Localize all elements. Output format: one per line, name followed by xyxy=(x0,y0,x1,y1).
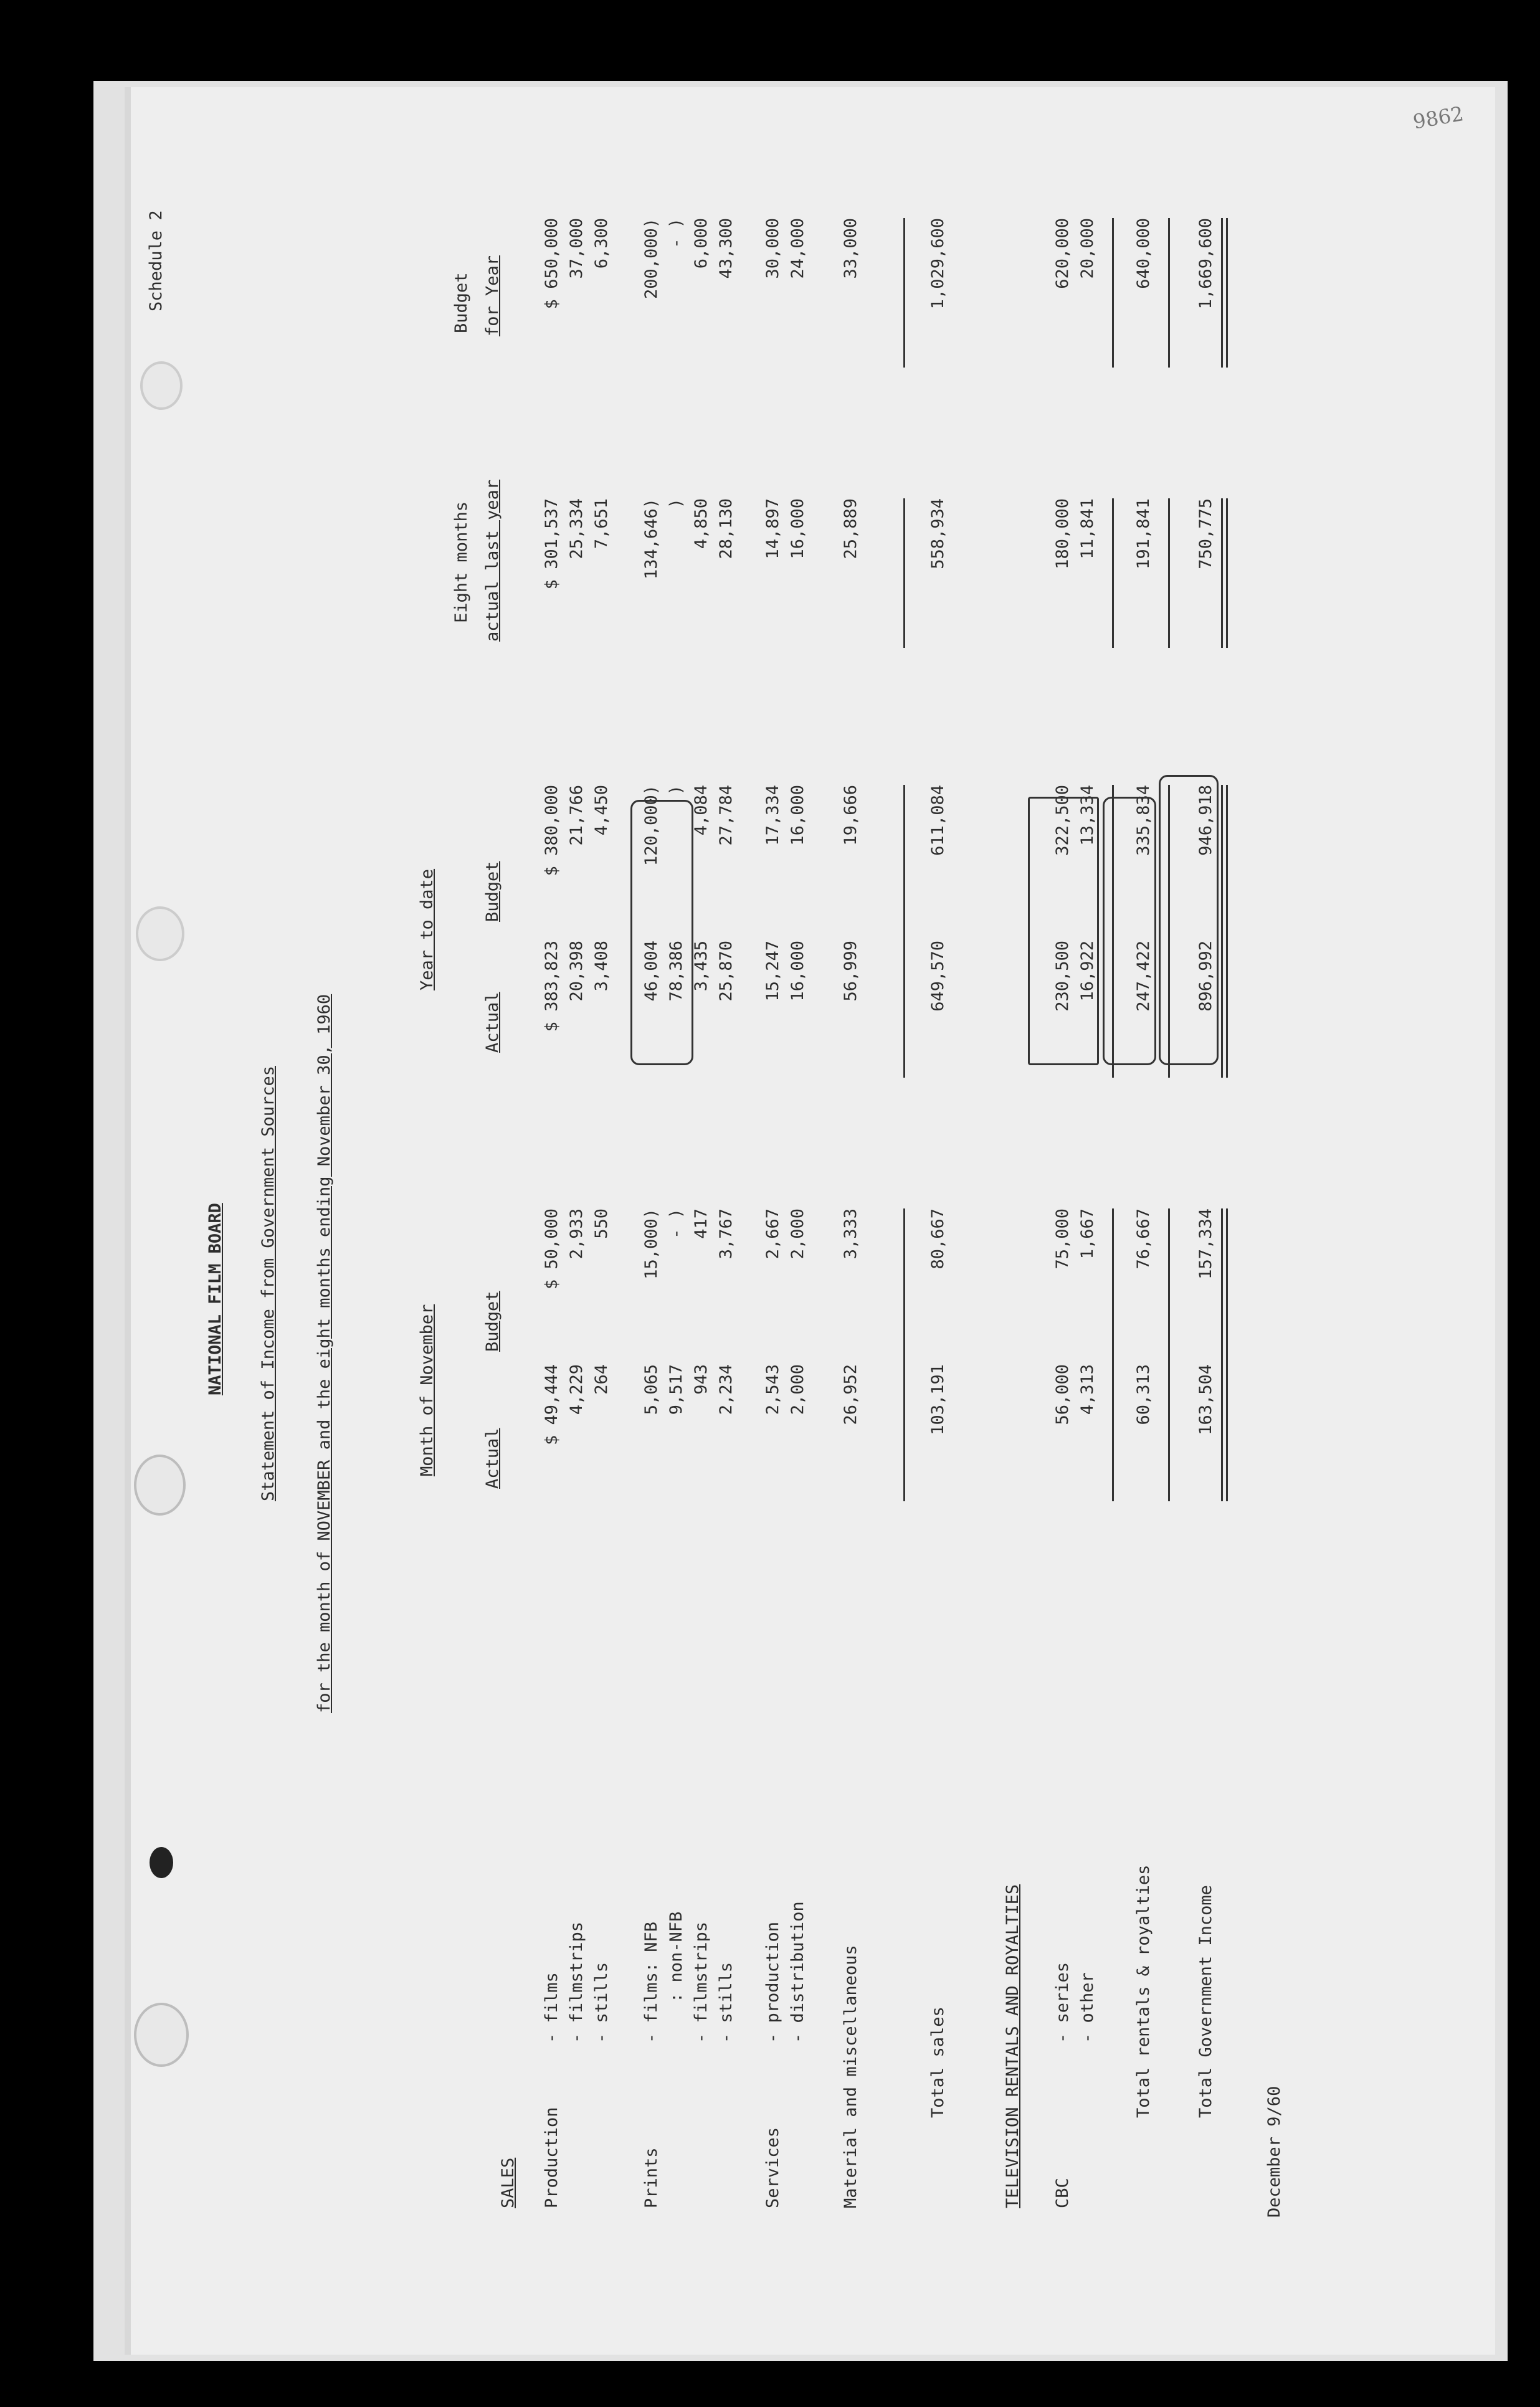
tv-section-label: TELEVISION RENTALS AND ROYALTIES xyxy=(1003,1884,1022,2208)
row-label: - stills xyxy=(592,1962,611,2043)
last-year-total-double-rule xyxy=(1221,498,1228,648)
row-value-ly: 11,841 xyxy=(1078,498,1097,559)
row-value-by: 24,000 xyxy=(788,218,807,279)
row-label: - filmstrips xyxy=(692,1921,711,2043)
month-subtotal-rule xyxy=(903,1208,905,1501)
org-title: NATIONAL FILM BOARD xyxy=(206,1203,225,1395)
row-value-y-bud: 4,450 xyxy=(592,785,611,836)
row-value-ly: 16,000 xyxy=(788,498,807,559)
row-value-by: 43,300 xyxy=(716,218,736,279)
row-label: - production xyxy=(763,1921,782,2043)
row-value-y-act: 3,408 xyxy=(592,941,611,992)
row-value-y-act: 896,992 xyxy=(1196,941,1215,1012)
row-value-m-bud: 157,334 xyxy=(1196,1208,1215,1279)
handdrawn-prints-box xyxy=(630,800,693,1065)
month-actual-header: Actual xyxy=(483,1428,502,1489)
last-year-tv-rule xyxy=(1112,498,1114,648)
row-value-y-bud: 17,334 xyxy=(763,785,782,846)
budget-year-tv-rule xyxy=(1112,218,1114,368)
row-value-y-bud: $ 380,000 xyxy=(542,785,561,876)
row-value-ly: 180,000 xyxy=(1053,498,1072,569)
row-value-m-act: 56,000 xyxy=(1053,1364,1072,1425)
row-value-y-act: 56,999 xyxy=(841,941,860,1002)
row-value-y-bud: 611,084 xyxy=(928,785,948,856)
row-value-ly: 7,651 xyxy=(592,498,611,549)
row-value-ly: 25,889 xyxy=(841,498,860,559)
row-value-y-bud: ) xyxy=(667,785,686,795)
row-label: Total Government Income xyxy=(1196,1885,1215,2118)
ytd-group-header: Year to date xyxy=(417,868,437,990)
statement-subtitle: Statement of Income from Government Sources xyxy=(259,1066,278,1501)
handdrawn-cbc-box xyxy=(1028,797,1099,1065)
row-value-y-bud: 16,000 xyxy=(788,785,807,846)
row-value-m-act: 4,313 xyxy=(1078,1364,1097,1415)
row-label: Total rentals & royalties xyxy=(1134,1864,1153,2118)
handdrawn-rentals-box xyxy=(1103,797,1156,1065)
ytd-budget-header: Budget xyxy=(483,861,502,922)
row-value-y-bud: 19,666 xyxy=(841,785,860,846)
row-value-m-bud: 2,667 xyxy=(763,1208,782,1260)
row-value-m-act: 943 xyxy=(692,1364,711,1395)
row-value-m-bud: 550 xyxy=(592,1208,611,1239)
row-value-m-act: 5,065 xyxy=(642,1364,661,1415)
ytd-total-double-rule xyxy=(1221,785,1228,1078)
row-value-y-act: 20,398 xyxy=(567,941,586,1002)
row-value-m-bud: 76,667 xyxy=(1134,1208,1153,1270)
row-value-y-bud: 27,784 xyxy=(716,785,736,846)
row-value-y-bud: 13,334 xyxy=(1078,785,1097,846)
row-label: Production xyxy=(542,2107,561,2208)
row-value-y-act: 78,386 xyxy=(667,941,686,1002)
row-value-y-bud: 4,084 xyxy=(692,785,711,836)
row-value-m-bud: 1,667 xyxy=(1078,1208,1097,1260)
row-value-m-bud: - ) xyxy=(667,1208,686,1239)
row-label: CBC xyxy=(1053,2178,1072,2208)
last-year-subtotal-rule xyxy=(903,498,905,648)
row-value-by: 1,669,600 xyxy=(1196,218,1215,310)
row-value-m-act: 26,952 xyxy=(841,1364,860,1425)
row-value-m-act: 2,234 xyxy=(716,1364,736,1415)
row-value-ly: 558,934 xyxy=(928,498,948,569)
row-value-by: 620,000 xyxy=(1053,218,1072,289)
row-value-y-act: 649,570 xyxy=(928,941,948,1012)
row-value-y-act: $ 383,823 xyxy=(542,941,561,1032)
footer-date: December 9/60 xyxy=(1265,2086,1284,2218)
row-label: Total sales xyxy=(928,2006,948,2118)
row-label: - films: NFB xyxy=(642,1921,661,2043)
month-group-header: Month of November xyxy=(417,1304,437,1476)
month-pre-total-rule xyxy=(1168,1208,1170,1501)
row-value-m-act: 9,517 xyxy=(667,1364,686,1415)
row-value-ly: ) xyxy=(667,498,686,509)
row-value-m-bud: 80,667 xyxy=(928,1208,948,1270)
ytd-actual-header: Actual xyxy=(483,992,502,1053)
row-value-by: 640,000 xyxy=(1134,218,1153,289)
row-value-y-act: 3,435 xyxy=(692,941,711,992)
last-year-header-1: Eight months xyxy=(452,501,471,623)
row-value-m-act: 264 xyxy=(592,1364,611,1395)
row-value-y-act: 16,000 xyxy=(788,941,807,1002)
row-value-y-act: 16,922 xyxy=(1078,941,1097,1002)
row-value-ly: 28,130 xyxy=(716,498,736,559)
row-label: Material and miscellaneous xyxy=(841,1945,860,2208)
row-value-m-bud: 2,933 xyxy=(567,1208,586,1260)
row-value-m-bud: 15,000) xyxy=(642,1208,661,1279)
row-value-ly: $ 301,537 xyxy=(542,498,561,590)
row-value-by: 200,000) xyxy=(642,218,661,300)
rotated-statement xyxy=(143,210,1327,2230)
ytd-subtotal-rule xyxy=(903,785,905,1078)
row-value-m-act: 60,313 xyxy=(1134,1364,1153,1425)
row-label: Prints xyxy=(642,2147,661,2208)
month-tv-rule xyxy=(1112,1208,1114,1501)
row-value-y-act: 230,500 xyxy=(1053,941,1072,1012)
row-value-y-bud: 946,918 xyxy=(1196,785,1215,856)
row-value-m-bud: 417 xyxy=(692,1208,711,1239)
row-value-ly: 191,841 xyxy=(1134,498,1153,569)
row-label: - distribution xyxy=(788,1901,807,2043)
row-label: - films xyxy=(542,1972,561,2043)
row-value-m-bud: 2,000 xyxy=(788,1208,807,1260)
row-label: - filmstrips xyxy=(567,1921,586,2043)
row-value-by: 20,000 xyxy=(1078,218,1097,279)
row-label: - other xyxy=(1078,1972,1097,2043)
schedule-label: Schedule 2 xyxy=(146,210,166,311)
row-label: Services xyxy=(763,2127,782,2208)
row-value-m-bud: $ 50,000 xyxy=(542,1208,561,1290)
row-value-y-bud: 120,000) xyxy=(642,785,661,866)
row-value-by: 1,029,600 xyxy=(928,218,948,310)
row-value-m-act: 2,000 xyxy=(788,1364,807,1415)
row-value-ly: 25,334 xyxy=(567,498,586,559)
row-label: : non-NFB xyxy=(667,1911,686,2043)
row-value-y-act: 15,247 xyxy=(763,941,782,1002)
row-label: - stills xyxy=(716,1962,736,2043)
page-stamp: 9862 xyxy=(1411,102,1466,134)
row-value-m-bud: 3,333 xyxy=(841,1208,860,1260)
row-value-m-act: 163,504 xyxy=(1196,1364,1215,1435)
row-value-y-act: 25,870 xyxy=(716,941,736,1002)
month-total-double-rule xyxy=(1221,1208,1228,1501)
row-value-y-act: 46,004 xyxy=(642,941,661,1002)
budget-year-pre-total-rule xyxy=(1168,218,1170,368)
row-value-y-bud: 335,834 xyxy=(1134,785,1153,856)
last-year-pre-total-rule xyxy=(1168,498,1170,648)
row-label: - series xyxy=(1053,1962,1072,2043)
row-value-m-act: 4,229 xyxy=(567,1364,586,1415)
row-value-m-act: 103,191 xyxy=(928,1364,948,1435)
row-value-by: 30,000 xyxy=(763,218,782,279)
row-value-ly: 134,646) xyxy=(642,498,661,580)
row-value-y-bud: 322,500 xyxy=(1053,785,1072,856)
row-value-by: 6,000 xyxy=(692,218,711,269)
row-value-ly: 14,897 xyxy=(763,498,782,559)
row-value-ly: 4,850 xyxy=(692,498,711,549)
row-value-by: 33,000 xyxy=(841,218,860,279)
budget-year-subtotal-rule xyxy=(903,218,905,368)
row-value-m-act: 2,543 xyxy=(763,1364,782,1415)
budget-year-header-2: for Year xyxy=(483,255,502,336)
budget-year-header-1: Budget xyxy=(452,272,471,333)
handdrawn-total-box xyxy=(1159,775,1219,1065)
row-value-y-bud: 21,766 xyxy=(567,785,586,846)
period-line: for the month of NOVEMBER and the eight months ending November 30, 1960 xyxy=(315,994,334,1713)
row-value-by: 37,000 xyxy=(567,218,586,279)
row-value-by: $ 650,000 xyxy=(542,218,561,310)
row-value-m-act: $ 49,444 xyxy=(542,1364,561,1446)
budget-year-total-double-rule xyxy=(1221,218,1228,368)
row-value-by: - ) xyxy=(667,218,686,249)
row-value-m-bud: 75,000 xyxy=(1053,1208,1072,1270)
row-value-by: 6,300 xyxy=(592,218,611,269)
row-value-m-bud: 3,767 xyxy=(716,1208,736,1260)
row-value-ly: 750,775 xyxy=(1196,498,1215,569)
row-value-y-act: 247,422 xyxy=(1134,941,1153,1012)
month-budget-header: Budget xyxy=(483,1291,502,1352)
last-year-header-2: actual last year xyxy=(483,479,502,642)
sales-section-label: SALES xyxy=(498,2157,518,2208)
